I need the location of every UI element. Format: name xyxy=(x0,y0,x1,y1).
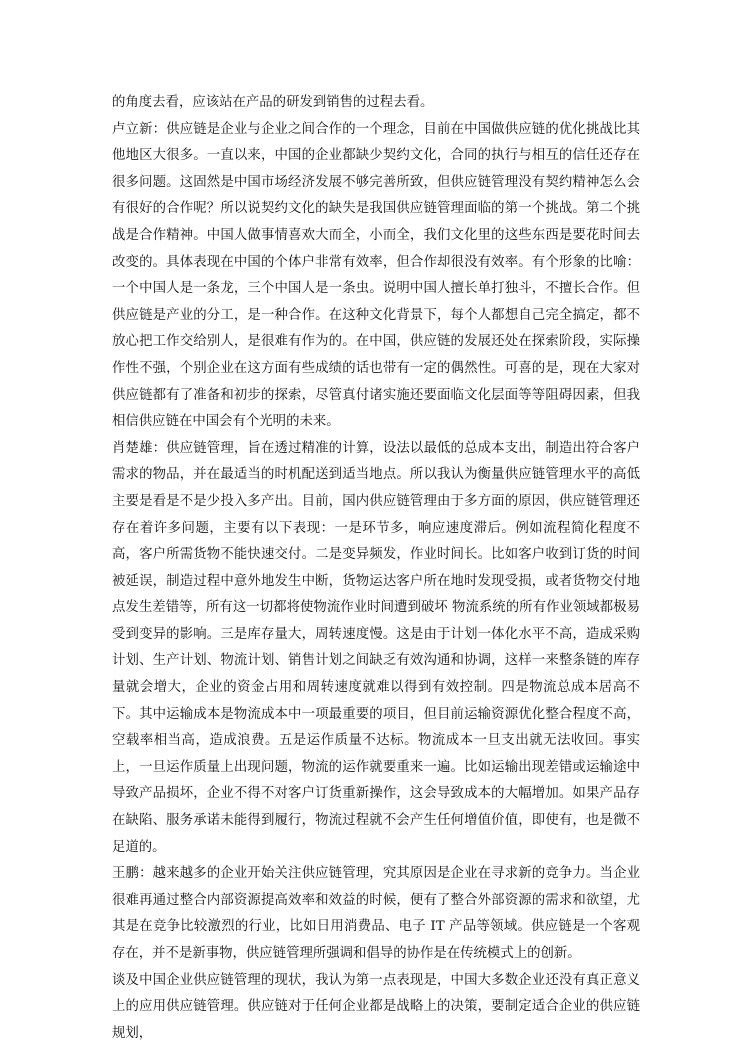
paragraph-xiao-chuxiong: 肖楚雄：供应链管理，旨在透过精准的计算，设法以最低的总成本支出，制造出符合客户需求的物品，并在最适当的时机配送到适当地点。所以我认为衡量供应链管理水平的高低主要是看是不是少投入多产出。目前，国内供应链管理由于多方面的原因，供应链管理还存在着许多问题，主要有以下表现：一是环节多，响应速度滞后。例如流程简化程度不高，客户所需货物不能快速交付。二是变异频发，作业时间长。比如客户收到订货的时间被延误，制造过程中意外地发生中断，货物运达客户所在地时发现受损，或者货物交付地点发生差错等，所有这一切都将使物流作业时间遭到破坏 物流系统的所有作业领域都极易受到变异的影响。三是库存量大，周转速度慢。这是由于计划一体化水平不高，造成采购计划、生产计划、物流计划、销售计划之间缺乏有效沟通和协调，这样一来整条链的库存量就会增大，企业的资金占用和周转速度就难以得到有效控制。四是物流总成本居高不下。其中运输成本是物流成本中一项最重要的项目，但目前运输资源优化整合程度不高，空载率相当高，造成浪费。五是运作质量不达标。物流成本一旦支出就无法收回。事实上，一旦运作质量上出现问题，物流的运作就要重来一遍。比如运输出现差错或运输途中导致产品损坏，企业不得不对客户订货重新操作，这会导致成本的大幅增加。如果产品存在缺陷、服务承诺未能得到履行，物流过程就不会产生任何增值价值，即使有，也是微不足道的。 xyxy=(112,440,640,855)
paragraph-lu-lixin: 卢立新：供应链是企业与企业之间合作的一个理念，目前在中国做供应链的优化挑战比其他地区大很多。一直以来，中国的企业都缺少契约文化，合同的执行与相互的信任还存在很多问题。这固然是中国市场经济发展不够完善所致，但供应链管理没有契约精神怎么会有很好的合作呢？所以说契约文化的缺失是我国供应链管理面临的第一个挑战。第二个挑战是合作精神。中国人做事情喜欢大而全，小而全，我们文化里的这些东西是要花时间去改变的。具体表现在中国的个体户非常有效率，但合作却很没有效率。有个形象的比喻：一个中国人是一条龙，三个中国人是一条虫。说明中国人擅长单打独斗，不擅长合作。但供应链是产业的分工，是一种合作。在这种文化背景下，每个人都想自己完全搞定，都不放心把工作交给别人，是很难有作为的。在中国，供应链的发展还处在探索阶段，实际操作性不强，个别企业在这方面有些成绩的话也带有一定的偶然性。可喜的是，现在大家对供应链都有了准备和初步的探索，尽管真付诸实施还要面临文化层面等等阻碍因素，但我相信供应链在中国会有个光明的未来。 xyxy=(112,121,640,430)
paragraph-continuation: 的角度去看，应该站在产品的研发到销售的过程去看。 xyxy=(112,95,434,110)
paragraph-wang-peng: 王鹏：越来越多的企业开始关注供应链管理，究其原因是企业在寻求新的竞争力。当企业很难再通过整合内部资源提高效率和效益的时候，便有了整合外部资源的需求和欲望，尤其是在竞争比较激烈的行业，比如日用消费品、电子 IT 产品等领域。供应链是一个客观存在，并不是新事物，供应链管理所强调和倡导的协作是在传统模式上的创新。 xyxy=(112,866,640,961)
paragraph-current-status: 谈及中国企业供应链管理的现状，我认为第一点表现是，中国大多数企业还没有真正意义上的应用供应链管理。供应链对于任何企业都是战略上的决策，要制定适合企业的供应链规划， xyxy=(112,972,640,1041)
